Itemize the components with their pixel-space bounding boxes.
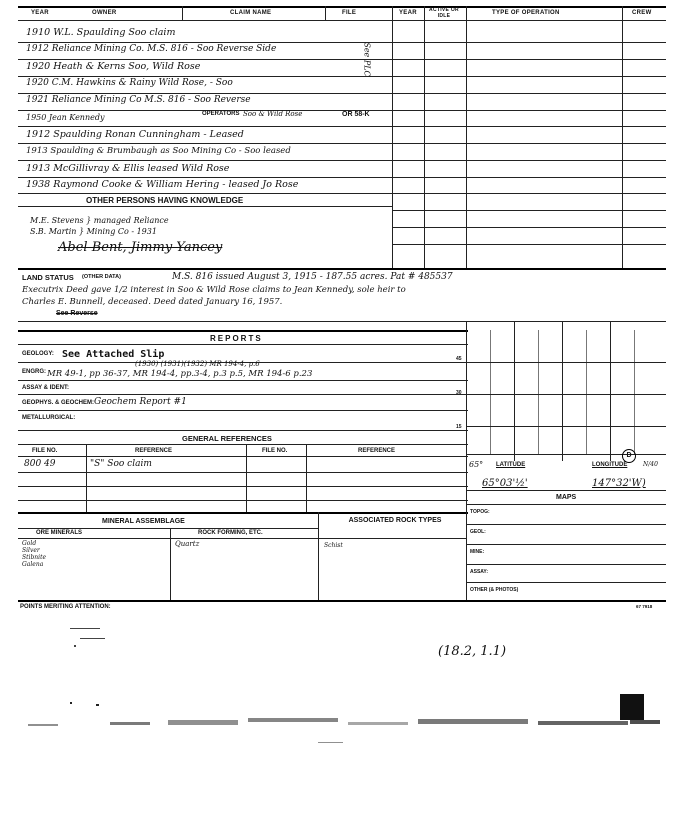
row-rule: [392, 210, 666, 211]
row-rule: [466, 582, 666, 583]
grid-line: [466, 454, 666, 455]
grid-line: [466, 362, 666, 363]
row-rule: [18, 93, 392, 94]
ore-minerals-label: ORE MINERALS: [36, 530, 83, 536]
col-sep: [424, 6, 425, 268]
header-year-2: YEAR: [399, 10, 417, 16]
scan-noise-band: [18, 690, 664, 750]
row-rule: [392, 177, 666, 178]
geology-value: See Attached Slip: [62, 349, 165, 360]
associated-rock-value: Schist: [324, 542, 343, 549]
row-rule: [18, 500, 468, 501]
land-status-label: LAND STATUS: [22, 273, 74, 282]
header-type-of-operation: TYPE OF OPERATION: [492, 10, 560, 16]
other-persons-line: Abel Bent, Jimmy Yancey: [58, 240, 223, 255]
row-rule: [392, 244, 666, 245]
maps-field: OTHER (& PHOTOS): [470, 587, 519, 593]
header-owner: OWNER: [92, 10, 117, 16]
gr-col-reference: REFERENCE: [135, 448, 173, 454]
row-rule: [392, 42, 666, 43]
col-sep: [182, 6, 183, 20]
other-persons-title: OTHER PERSONS HAVING KNOWLEDGE: [86, 196, 244, 205]
section-border: [18, 330, 468, 332]
geophys-label: GEOPHYS. & GEOCHEM:: [22, 400, 95, 406]
col-sep: [466, 6, 467, 268]
row-rule: [18, 59, 392, 60]
row-rule: [392, 143, 666, 144]
ownership-row: 1912 Reliance Mining Co. M.S. 816 - Soo Reverse Side: [26, 44, 277, 54]
latitude-label: LATITUDE: [496, 462, 526, 468]
row-rule: [392, 59, 666, 60]
header-crew: CREW: [632, 10, 652, 16]
maps-field: ASSAY:: [470, 569, 489, 575]
grid-line: [634, 330, 635, 454]
row-rule: [318, 538, 466, 539]
row-rule: [18, 177, 392, 178]
land-status-line: Charles E. Bunnell, deceased. Deed dated January 16, 1957.: [22, 297, 283, 307]
ore-mineral: Galena: [22, 561, 44, 568]
side-note: See PLC: [362, 42, 372, 77]
gr-col-reference-2: REFERENCE: [358, 448, 396, 454]
ownership-row: 1920 C.M. Hawkins & Rainy Wild Rose, - Soo: [26, 78, 233, 88]
row-rule: [18, 538, 318, 539]
ownership-row: 1921 Reliance Mining Co M.S. 816 - Soo Reverse: [26, 95, 251, 105]
header-active-idle: ACTIVE OR IDLE: [429, 7, 459, 19]
location-marker: D: [622, 449, 636, 463]
ownership-row: 1910 W.L. Spaulding Soo claim: [26, 27, 176, 38]
ownership-row: 1920 Heath & Kerns Soo, Wild Rose: [26, 61, 201, 72]
grid-line: [514, 321, 515, 461]
file-code: OR 58-K: [342, 111, 370, 118]
header-file: FILE: [342, 10, 357, 16]
row-rule: [18, 486, 468, 487]
operators-value: Soo & Wild Rose: [243, 110, 303, 118]
row-rule: [392, 227, 666, 228]
row-rule: [18, 143, 392, 144]
row-rule: [18, 321, 666, 322]
points-label: POINTS MERITING ATTENTION:: [20, 604, 111, 610]
engrg-line: (1930) (1931)(1932) MR 194-4, p.6: [135, 360, 260, 368]
metallurgical-label: METALLURGICAL:: [22, 415, 76, 421]
row-rule: [18, 126, 392, 127]
row-rule: [18, 206, 392, 207]
gr-row-ref: "S" Soo claim: [90, 459, 152, 469]
row-rule: [466, 524, 666, 525]
ownership-row: 1950 Jean Kennedy: [26, 113, 105, 122]
col-sep: [318, 512, 319, 600]
row-rule: [466, 564, 666, 565]
longitude-label: LONGITUDE: [592, 462, 628, 468]
section-border: [18, 268, 666, 270]
grid-line: [466, 394, 666, 395]
location-marker-note: N/40: [643, 461, 658, 468]
ownership-row: 1913 McGillivray & Ellis leased Wild Rose: [26, 163, 230, 174]
ore-mineral: Stibnite: [22, 554, 47, 561]
form-code: 67 7918: [636, 604, 653, 609]
land-status-line: Executrix Deed gave 1/2 interest in Soo & Wild Rose claims to Jean Kennedy, sole heir to: [22, 285, 406, 295]
row-rule: [18, 344, 468, 345]
row-rule: [18, 528, 318, 529]
row-rule: [18, 193, 392, 194]
operators-label: OPERATORS: [202, 111, 240, 117]
reports-title: REPORTS: [210, 334, 263, 343]
row-rule: [18, 472, 468, 473]
maps-field: GEOL:: [470, 529, 486, 535]
col-sep: [392, 6, 393, 268]
section-border: [18, 512, 468, 514]
land-status-line: M.S. 816 issued August 3, 1915 - 187.55 acres. Pat # 485537: [172, 272, 453, 282]
header-bottom-rule: [18, 20, 666, 21]
col-sep: [325, 6, 326, 20]
location-prefix: 65°: [469, 460, 484, 469]
maps-label: MAPS: [556, 494, 577, 501]
mineral-assemblage-title: MINERAL ASSEMBLAGE: [102, 518, 185, 525]
col-sep: [306, 444, 307, 512]
row-rule: [466, 504, 666, 505]
assay-label: ASSAY & IDENT:: [22, 385, 70, 391]
row-rule: [392, 93, 666, 94]
land-status-sublabel: (OTHER DATA): [82, 274, 121, 280]
gr-row-file: 800 49: [24, 459, 56, 469]
row-rule: [18, 42, 392, 43]
col-sep: [170, 528, 171, 600]
general-references-title: GENERAL REFERENCES: [182, 434, 272, 443]
associated-rock-label: ASSOCIATED ROCK TYPES: [348, 517, 442, 524]
row-rule: [18, 394, 468, 395]
rock-forming-label: ROCK FORMING, ETC.: [198, 530, 263, 536]
col-sep: [246, 444, 247, 512]
engrg-line: MR 49-1, pp 36-37, MR 194-4, pp.3-4, p.3 p.5, MR 194-6 p.23: [47, 369, 313, 379]
scale-number: 30: [456, 390, 462, 396]
col-sep: [622, 6, 623, 268]
row-rule: [392, 160, 666, 161]
geology-label: GEOLOGY:: [22, 351, 54, 357]
scale-number: 15: [456, 424, 462, 430]
row-rule: [392, 126, 666, 127]
grid-line: [466, 426, 666, 427]
top-border: [18, 6, 666, 8]
scale-number: 45: [456, 356, 462, 362]
other-persons-line: M.E. Stevens } managed Reliance: [30, 216, 169, 225]
header-claim-name: CLAIM NAME: [230, 10, 272, 16]
engrg-label: ENGRG:: [22, 369, 46, 375]
row-rule: [18, 76, 392, 77]
geophys-value: Geochem Report #1: [94, 397, 187, 407]
ownership-row: 1913 Spaulding & Brumbaugh as Soo Mining Co - Soo leased: [26, 146, 291, 156]
row-rule: [466, 490, 666, 491]
ownership-row: 1938 Raymond Cooke & William Hering - leased Jo Rose: [26, 179, 299, 190]
grid-line: [610, 321, 611, 461]
section-border: [18, 600, 666, 602]
grid-line: [586, 330, 587, 454]
gr-col-file-no: FILE NO.: [32, 448, 58, 454]
row-rule: [466, 544, 666, 545]
grid-line: [562, 321, 563, 461]
row-rule: [18, 160, 392, 161]
maps-field: MINE:: [470, 549, 485, 555]
grid-line: [538, 330, 539, 454]
row-rule: [392, 110, 666, 111]
row-rule: [18, 380, 468, 381]
rock-forming-value: Quartz: [175, 540, 200, 548]
gr-col-file-no-2: FILE NO.: [262, 448, 288, 454]
col-sep: [86, 444, 87, 512]
ore-mineral: Silver: [22, 547, 40, 554]
other-persons-line: S.B. Martin } Mining Co - 1931: [30, 227, 157, 236]
row-rule: [18, 410, 468, 411]
col-sep: [466, 504, 467, 600]
ownership-row: 1912 Spaulding Ronan Cunningham - Leased: [26, 129, 244, 140]
latitude-value: 65°03'½': [482, 478, 528, 489]
ore-mineral: Gold: [22, 540, 37, 547]
row-rule: [392, 193, 666, 194]
points-note: (18.2, 1.1): [438, 644, 507, 659]
row-rule: [18, 430, 468, 431]
land-status-line: See Reverse: [56, 310, 98, 317]
row-rule: [392, 76, 666, 77]
header-year: YEAR: [31, 10, 49, 16]
maps-field: TOPOG:: [470, 509, 490, 515]
scan-noise-dots: [60, 620, 140, 650]
grid-line: [490, 330, 491, 454]
longitude-value: 147°32'W): [592, 478, 646, 489]
